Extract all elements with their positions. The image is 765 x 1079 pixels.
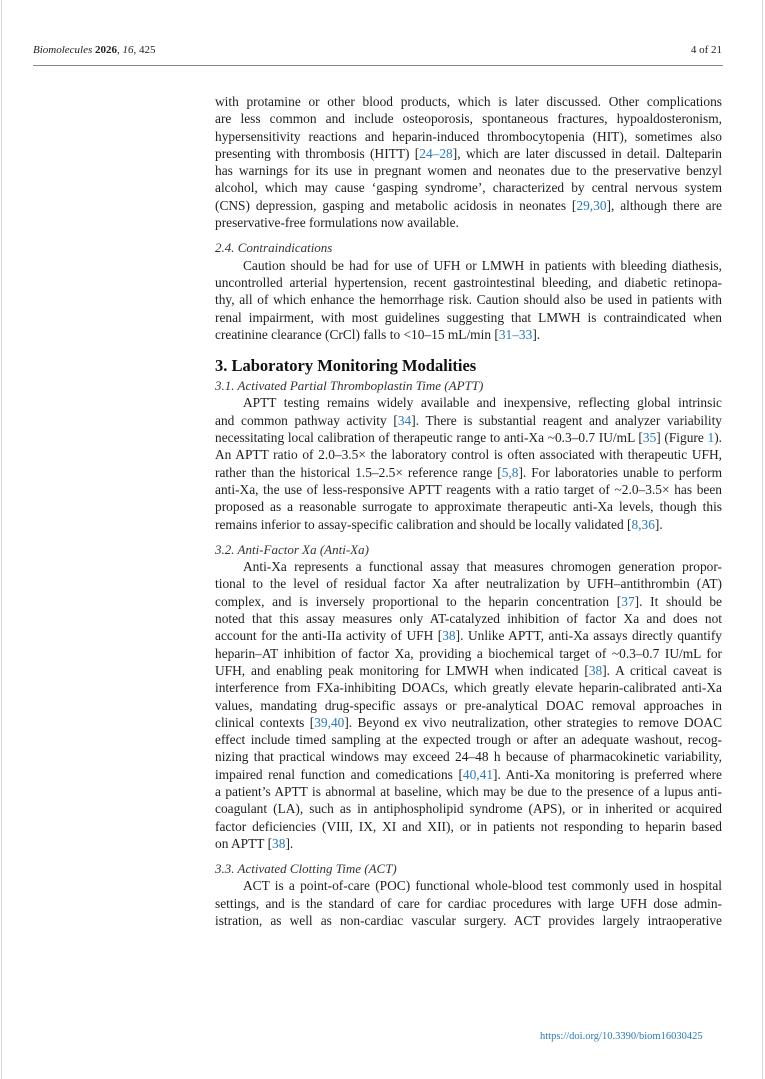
document-page: [1, 0, 763, 1079]
text-run: presenting with thrombosis (HITT) [: [215, 145, 420, 161]
running-header: [33, 44, 722, 64]
text-line: factor deficiencies (VIII, IX, XI and XII), or in patients not responding to heparin based: [215, 818, 722, 834]
text-run: ] (Figure: [656, 430, 708, 446]
text-line: Anti-Xa represents a functional assay that measures chromogen generation propor-: [243, 559, 722, 575]
citation-link[interactable]: 34: [397, 412, 412, 428]
text-line: values, mandating drug-specific assays or pre-analytical DOAC removal approaches in: [215, 697, 722, 713]
text-line: [215, 110, 722, 127]
text-run: ]. Beyond ex vivo neutralization, other strategies to remove DOAC: [344, 714, 722, 730]
text-run: complex, and is inversely proportional to the heparin concentration [: [215, 593, 622, 609]
citation-link[interactable]: 40,41: [462, 766, 494, 782]
text-run: ]. A critical caveat is: [602, 662, 722, 678]
text-line: [215, 593, 722, 610]
text-line: coagulant (LA), such as in antiphospholipid syndrome (APS), or in inherited or acquired: [215, 801, 722, 817]
text-run: account for the anti-IIa activity of UFH [: [215, 628, 443, 644]
text-run: ], which are later discussed in detail. Dalteparin: [452, 145, 722, 161]
text-run: on APTT [: [215, 835, 273, 851]
citation-link[interactable]: 8,36: [631, 516, 655, 532]
text-line: anti-Xa, the use of less-responsive APTT reagents with a ratio target of ~2.0–3.5× has been: [215, 481, 722, 497]
text-line: istration, as well as non-cardiac vascular surgery. ACT provides largely intraoperative: [215, 913, 722, 929]
paragraph-act: [215, 877, 722, 929]
journal-citation: Biomolecules 2026, 16, 425: [33, 44, 156, 56]
citation-link[interactable]: 38: [588, 662, 603, 678]
text-line: An APTT ratio of 2.0–3.5× the laboratory control is often associated with therapeutic UFH,: [215, 447, 722, 463]
text-run: remains inferior to assay-specific calibration and should be locally validated [: [215, 516, 632, 532]
citation-link[interactable]: 31–33: [498, 326, 533, 342]
text-line: [215, 214, 722, 231]
subsection-title-2-4: 2.4. Contraindications: [215, 240, 333, 256]
journal-year: 2026: [95, 44, 118, 56]
text-run: ]. Unlike APTT, anti-Xa assays directly quantify: [455, 628, 722, 644]
text-line: [215, 516, 722, 533]
text-line: [215, 766, 722, 783]
subsection-title-3-2: 3.2. Anti-Factor Xa (Anti-Xa): [215, 541, 369, 557]
text-run: ], although there are: [606, 197, 722, 213]
citation-link[interactable]: 29,30: [576, 197, 607, 213]
citation-link[interactable]: 35: [642, 430, 657, 446]
text-line: interference from FXa-inhibiting DOACs, which greatly elevate heparin-calibrated anti-Xa: [215, 680, 722, 696]
text-run: hypersensitivity reactions and heparin-induced thrombocytopenia (HIT), sometimes also: [215, 128, 722, 144]
text-run: has warnings for its use in pregnant women and neonates due to the preservative benzyl: [215, 163, 722, 179]
text-line: [215, 429, 722, 446]
text-line: [215, 835, 722, 852]
doi-link[interactable]: https://doi.org/10.3390/biom16030425: [540, 1031, 703, 1042]
text-run: alcohol, which may cause ‘gasping syndrome’, characterized by central nervous system: [215, 180, 722, 196]
paragraph-contraindications: [215, 257, 722, 343]
text-run: UFH, and enabling peak monitoring for LMWH when indicated [: [215, 662, 589, 678]
journal-name: Biomolecules: [33, 44, 93, 56]
text-line: tional to the level of residual factor Xa after neutralization by UFH–antithrombin (AT): [215, 576, 722, 592]
text-run: clinical contexts [: [215, 714, 315, 730]
text-run: ]. Anti-Xa monitoring is preferred where: [493, 766, 722, 782]
subsection-title-3-1: 3.1. Activated Partial Thromboplastin Time (APTT): [215, 378, 484, 394]
text-line: a patient’s APTT is abnormal at baseline, which may be due to the presence of a lupus anti-: [215, 783, 722, 799]
text-run: with protamine or other blood products, which is later discussed. Other complications: [215, 94, 722, 109]
text-line: proposed as a reasonable surrogate to approximate therapeutic anti-Xa levels, though this: [215, 499, 722, 515]
main-text: [215, 93, 722, 929]
citation-link[interactable]: 5,8: [501, 464, 519, 480]
text-run: impaired renal function and comedications [: [215, 766, 463, 782]
article-number: 425: [139, 44, 156, 56]
citation-link[interactable]: 38: [442, 628, 456, 644]
citation-link[interactable]: 39,40: [314, 714, 345, 730]
text-line: [215, 162, 722, 179]
text-run: ]. There is substantial reagent and analyzer variability: [411, 412, 722, 428]
text-run: ]. For laboratories unable to perform: [518, 464, 722, 480]
text-run: ].: [532, 326, 541, 342]
text-line: effect include timed sampling at the expected trough or after an adequate washout, recog-: [215, 732, 722, 748]
header-divider: [33, 65, 723, 66]
section-title-3: 3. Laboratory Monitoring Modalities: [215, 356, 477, 376]
text-line: [215, 145, 722, 162]
text-line: thy, all of which enhance the hemorrhage risk. Caution should also be used in patients with: [215, 292, 722, 308]
text-run: (CNS) depression, gasping and metabolic acidosis in neonates [: [215, 197, 577, 213]
text-line: heparin–AT inhibition of factor Xa, providing a biochemical target of ~0.3–0.7 IU/mL for: [215, 645, 722, 661]
text-line: [215, 326, 722, 343]
text-line: [215, 464, 722, 481]
paragraph-continuation: [215, 93, 722, 231]
text-line: [215, 627, 722, 644]
text-run: and common pathway activity [: [215, 412, 398, 428]
citation-link[interactable]: 38: [272, 835, 286, 851]
text-run: preservative-free formulations now available.: [215, 215, 459, 231]
citation-link[interactable]: 24–28: [419, 145, 453, 161]
text-line: [215, 197, 722, 214]
text-run: ).: [714, 430, 722, 446]
text-line: noted that this assay measures only AT-catalyzed inhibition of factor Xa and does not: [215, 611, 722, 627]
text-run: necessitating local calibration of therapeutic range to anti-Xa ~0.3–0.7 IU/mL [: [215, 430, 643, 446]
subsection-title-3-3: 3.3. Activated Clotting Time (ACT): [215, 861, 397, 877]
text-line: [215, 412, 722, 429]
text-line: Caution should be had for use of UFH or LMWH in patients with bleeding diathesis,: [243, 257, 722, 273]
text-line: renal impairment, with most guidelines suggesting that LMWH is contraindicated when: [215, 309, 722, 325]
text-line: uncontrolled arterial hypertension, recent gastrointestinal bleeding, and diabetic retinopa-: [215, 274, 722, 290]
text-run: ].: [285, 835, 294, 851]
text-run: are less common and include osteoporosis, spontaneous fractures, hypoaldosteronism,: [215, 111, 722, 127]
text-line: [215, 128, 722, 145]
text-line: [215, 662, 722, 679]
text-line: [215, 93, 722, 110]
text-run: ]. It should be: [634, 593, 722, 609]
journal-volume: 16: [122, 44, 134, 56]
paragraph-aptt: [215, 394, 722, 532]
text-line: ACT is a point-of-care (POC) functional whole-blood test commonly used in hospital: [243, 878, 722, 894]
paragraph-anti-xa: [215, 558, 722, 852]
text-run: ].: [654, 516, 663, 532]
text-line: [215, 714, 722, 731]
text-line: settings, and is the standard of care for cardiac procedures with large UFH dose admin-: [215, 895, 722, 911]
page-number: 4 of 21: [690, 44, 722, 56]
text-line: nizing that practical windows may exceed 24–48 h because of pharmacokinetic variability,: [215, 749, 722, 765]
figure-link[interactable]: 1: [707, 430, 715, 446]
text-run: creatinine clearance (CrCl) falls to <10–15 mL/min [: [215, 326, 499, 342]
text-run: rather than the historical 1.5–2.5× reference range [: [215, 464, 502, 480]
text-line: APTT testing remains widely available and inexpensive, reflecting global intrinsic: [243, 395, 722, 411]
citation-link[interactable]: 37: [621, 593, 635, 609]
text-line: [215, 179, 722, 196]
